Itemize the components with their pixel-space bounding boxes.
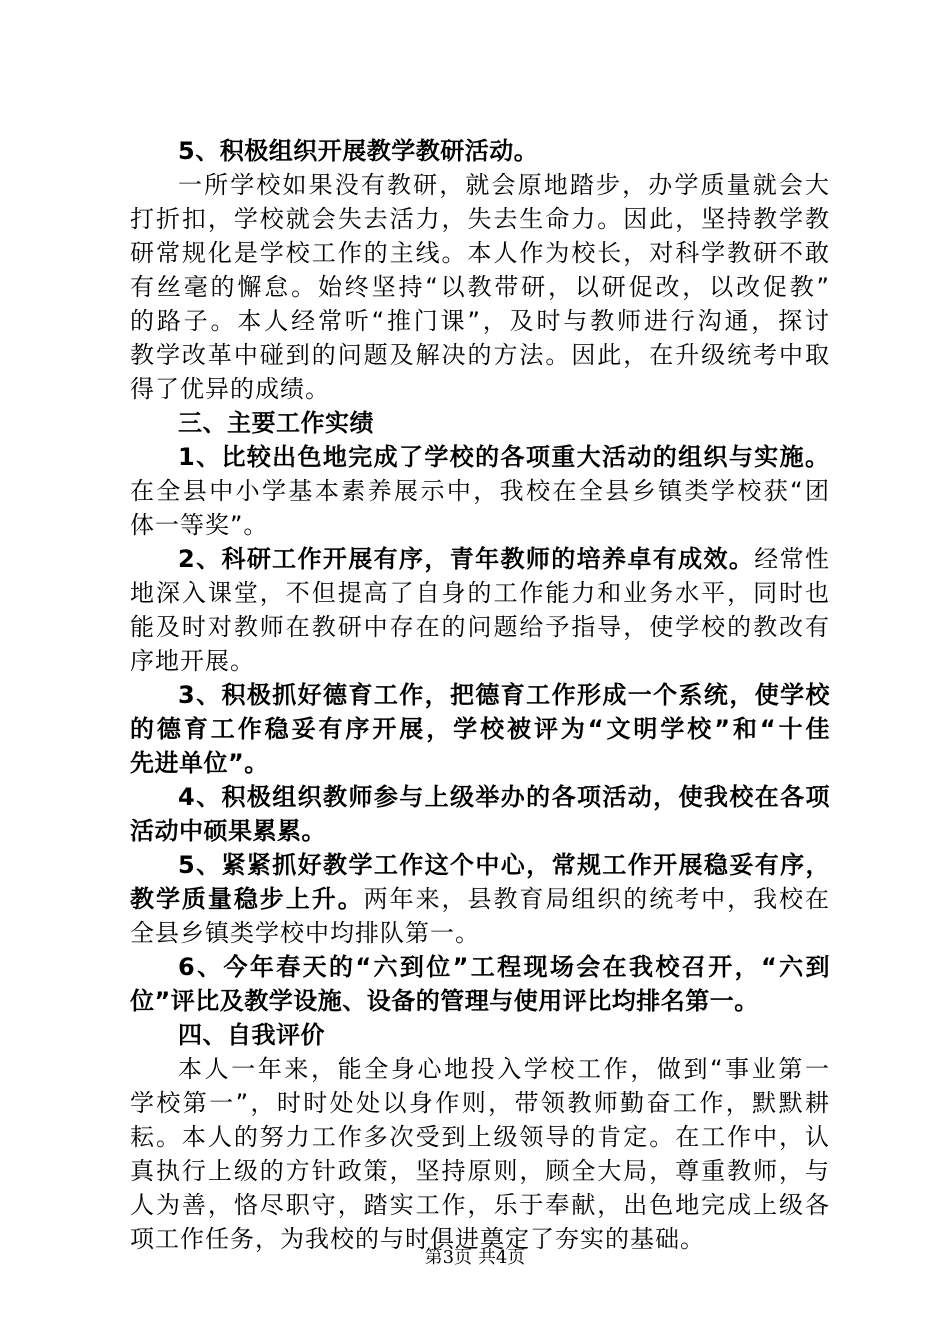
plain-run: 体一等奖”。 <box>130 511 269 539</box>
section-heading: 四、自我评价 <box>178 1021 325 1049</box>
list-item-line <box>178 848 830 882</box>
list-item-line <box>178 780 830 814</box>
list-item-line <box>178 950 830 984</box>
bold-run: 位”评比及教学设施、设备的管理与使用评比均排名第一。 <box>130 987 759 1015</box>
list-item-line <box>130 508 830 542</box>
list-item-line <box>130 916 830 950</box>
paragraph-line: 打折扣，学校就会失去活力，失去生命力。因此，坚持教学教 <box>130 205 830 233</box>
section-heading: 三、主要工作实绩 <box>178 409 374 437</box>
list-item-line <box>130 712 830 746</box>
list-item-line <box>130 882 830 916</box>
list-item-line <box>178 440 830 474</box>
bold-run: 6、今年春天的“六到位”工程现场会在我校召开，“六到 <box>178 953 830 981</box>
list-item-line <box>130 984 830 1018</box>
list-item-line <box>130 576 830 610</box>
plain-run: 经常性 <box>754 545 831 573</box>
plain-run: 地深入课堂，不但提高了自身的工作能力和业务水平，同时也 <box>130 579 830 607</box>
paragraph-line: 耘。本人的努力工作多次受到上级领导的肯定。在工作中，认 <box>130 1123 830 1151</box>
bold-run: 1、比较出色地完成了学校的各项重大活动的组织与实施。 <box>178 443 830 471</box>
paragraph-line: 真执行上级的方针政策，坚持原则，顾全大局，尊重教师，与 <box>130 1157 830 1185</box>
bold-run: 的德育工作稳妥有序开展，学校被评为“文明学校”和“十佳 <box>130 715 830 743</box>
list-item-line <box>130 644 830 678</box>
paragraph-line: 教学改革中碰到的问题及解决的方法。因此，在升级统考中取 <box>130 341 830 369</box>
paragraph-line: 人为善，恪尽职守，踏实工作，乐于奉献，出色地完成上级各 <box>130 1191 830 1219</box>
list-item-line <box>178 542 830 576</box>
plain-run: 两年来，县教育局组织的统考中，我校在 <box>363 885 831 913</box>
bold-run: 5、紧紧抓好教学工作这个中心，常规工作开展稳妥有序， <box>178 851 830 879</box>
bold-run: 3、积极抓好德育工作，把德育工作形成一个系统，使学校 <box>178 681 830 709</box>
bold-run: 2、科研工作开展有序，青年教师的培养卓有成效。 <box>178 545 755 573</box>
section-heading: 5、积极组织开展教学教研活动。 <box>178 137 539 165</box>
paragraph-line: 有丝毫的懈怠。始终坚持“以教带研，以研促改，以改促教” <box>130 273 830 301</box>
plain-run: 能及时对教师在教研中存在的问题给予指导，使学校的教改有 <box>130 613 830 641</box>
plain-run: 在全县中小学基本素养展示中，我校在全县乡镇类学校获“团 <box>130 477 830 505</box>
paragraph-line: 研常规化是学校工作的主线。本人作为校长，对科学教研不敢 <box>130 239 830 267</box>
plain-run: 序地开展。 <box>130 647 255 675</box>
bold-run: 先进单位”。 <box>130 749 269 777</box>
paragraph-line: 学校第一”，时时处处以身作则，带领教师勤奋工作，默默耕 <box>130 1089 830 1117</box>
list-item-line <box>130 746 830 780</box>
paragraph-line: 得了优异的成绩。 <box>130 375 330 403</box>
paragraph-line: 本人一年来，能全身心地投入学校工作，做到“事业第一 <box>178 1055 830 1083</box>
paragraph-line: 的路子。本人经常听“推门课”，及时与教师进行沟通，探讨 <box>130 307 830 335</box>
bold-run: 教学质量稳步上升。 <box>130 885 364 913</box>
list-item-line <box>130 474 830 508</box>
list-item-line <box>130 610 830 644</box>
bold-run: 4、积极组织教师参与上级举办的各项活动，使我校在各项 <box>178 783 830 811</box>
list-item-line <box>130 814 830 848</box>
plain-run: 全县乡镇类学校中均排队第一。 <box>130 919 480 947</box>
paragraph-line: 项工作任务，为我校的与时俱进奠定了夯实的基础。 <box>130 1225 705 1253</box>
list-item-line <box>178 678 830 712</box>
page-number: 第3页 共4页 <box>424 1247 526 1268</box>
paragraph-line: 一所学校如果没有教研，就会原地踏步，办学质量就会大 <box>178 171 830 199</box>
bold-run: 活动中硕果累累。 <box>130 817 326 845</box>
